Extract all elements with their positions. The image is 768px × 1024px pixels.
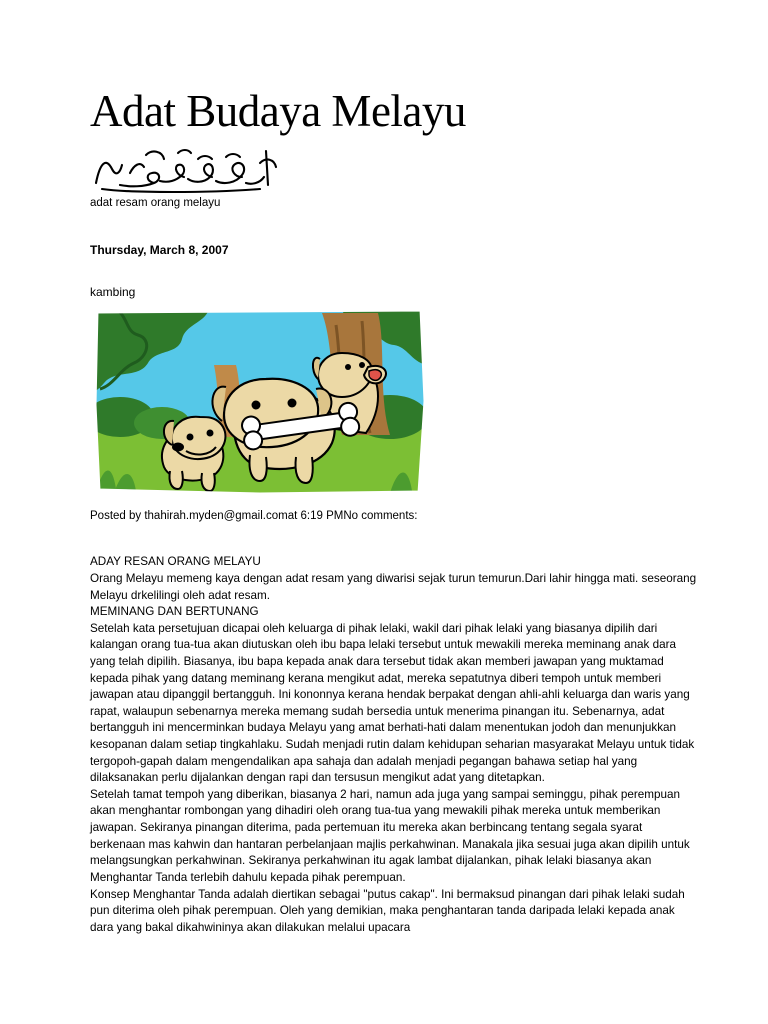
blog-subtitle: adat resam orang melayu [90, 197, 221, 210]
post-body [90, 554, 698, 936]
post-date: Thursday, March 8, 2007 [90, 243, 229, 258]
post-title: kambing [90, 285, 136, 300]
comments-link[interactable]: No comments: [343, 510, 418, 523]
bismillah-calligraphy-icon [90, 143, 290, 195]
section-paragraph-2-1: Setelah kata persetujuan dicapai oleh keluarga di pihak lelaki, wakil dari pihak lelaki yang biasanya dipilih dari kalangan orang tua-tua akan diutuskan oleh ibu bapa lelaki tersebut untuk mewakili mereka meminang anak dara yang telah dipilih. Biasanya, ibu bapa kepada anak dara tersebut tidak akan memberi jawapan yang muktamad kepada pihak yang datang meminang kerana mengikut adat, mereka sepatutnya diberi tempoh untuk memberi jawapan atau dipanggil bertangguh. Ini kononnya kerana hendak berpakat dengan ahli-ahli keluarga dan waris yang rapat, walaupun sebenarnya mereka memang sudah bersedia untuk menerima pinangan itu. Sebenarnya, adat bertangguh ini mencerminkan budaya Melayu yang amat berhati-hati dalam menentukan jodoh dan menunjukkan kesopanan dalam setiap tingkahlaku. Sudah menjadi rutin dalam kehidupan seharian masyarakat Melayu untuk tidak tergopoh-gapah dalam mengendalikan apa sahaja dan adalah menjadi pegangan bahawa setiap hal yang dilaksanakan perlu dijalankan dengan rapi dan tersusun mengikut adat yang ditetapkan. [90, 621, 695, 785]
author-email-link[interactable]: thahirah.myden@gmail.com [144, 510, 288, 523]
section-heading-2: MEMINANG DAN BERTUNANG [90, 605, 259, 619]
section-paragraph-1-1: Orang Melayu memeng kaya dengan adat resam yang diwarisi sejak turun temurun.Dari lahir hingga mati. seseorang Melayu drkelilingi oleh adat resam. [90, 571, 697, 602]
post-footer [90, 508, 698, 524]
posted-by-label: Posted by [90, 510, 145, 523]
section-heading-1: ADAY RESAN ORANG MELAYU [90, 555, 261, 569]
page-title: Adat Budaya Melayu [90, 86, 466, 136]
post-image [90, 305, 428, 498]
section-paragraph-2-3: Konsep Menghantar Tanda adalah diertikan sebagai "putus cakap". Ini bermaksud pinangan dari pihak lelaki sudah pun diterima oleh pihak perempuan. Oleh yang demikian, maka penghantaran tanda daripada lelaki kepada anak dara yang bakal dikahwininya akan dilakukan melalui upacara [90, 887, 685, 934]
section-paragraph-2-2: Setelah tamat tempoh yang diberikan, biasanya 2 hari, namun ada juga yang sampai seminggu, pihak perempuan akan menghantar rombongan yang dihadiri oleh orang tua-tua yang mewakili pihak mereka untuk memberikan jawapan. Sekiranya pinangan diterima, pada pertemuan itu mereka akan berbincang tentang segala syarat berkenaan mas kahwin dan hantaran perbelanjaan majlis perkahwinan. Manakala jika sesuai juga akan dipilih untuk melangsungkan perkahwinan. Sekiranya perkahwinan itu agak lambat dijalankan, pihak lelaki biasanya akan Menghantar Tanda terlebih dahulu kepada pihak perempuan. [90, 787, 690, 884]
post-time-link[interactable]: at 6:19 PM [287, 510, 344, 523]
